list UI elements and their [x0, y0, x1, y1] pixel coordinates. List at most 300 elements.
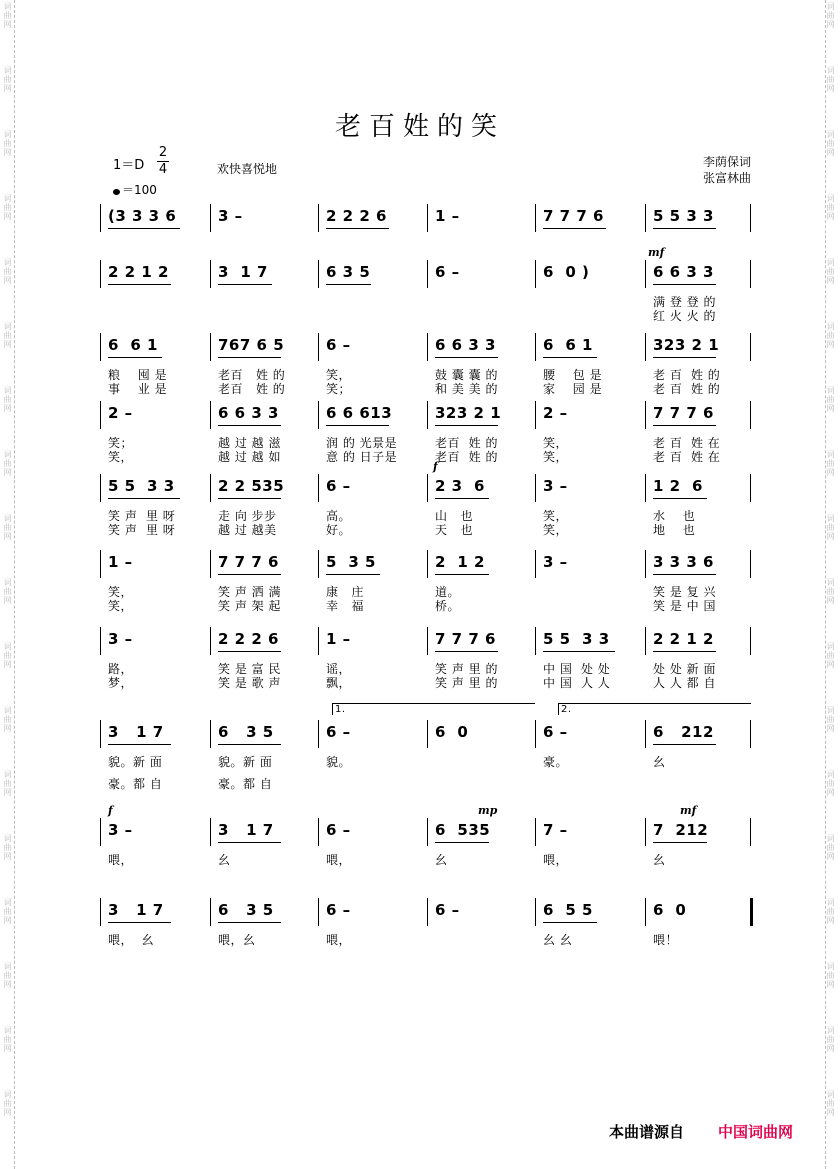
score-system: [100, 246, 750, 340]
barline: [318, 333, 319, 361]
barline: [318, 474, 319, 502]
lyricist-credit: 李荫保词: [703, 155, 752, 169]
notes-row: [100, 627, 750, 657]
barline: [427, 260, 428, 288]
measure-notes: 6 –: [435, 901, 460, 919]
measure-notes: 5 5 3 3: [543, 630, 610, 648]
lyric-text: 意 的 日子是: [326, 450, 398, 464]
lyric-text: 老百 姓 的: [435, 450, 498, 464]
barline: [100, 260, 101, 288]
lyric-text: 天 也: [435, 523, 473, 537]
measure-notes: 6 6 613: [326, 404, 393, 422]
beam-line: [653, 228, 716, 229]
beam-line: [326, 425, 389, 426]
watermark-text: 词曲网: [3, 514, 12, 541]
measure-notes: 2 2 2 6: [218, 630, 279, 648]
watermark-text: 词曲网: [3, 642, 12, 669]
watermark-text: 词曲网: [826, 770, 835, 797]
lyric-text: 越 过 越 滋: [218, 436, 281, 450]
barline: [210, 260, 211, 288]
barline: [750, 474, 751, 502]
lyric-text: 润 的 光景是: [326, 436, 398, 450]
barline: [427, 550, 428, 578]
dynamic-mark: mp: [478, 804, 498, 817]
watermark-text: 词曲网: [3, 1026, 12, 1053]
barline: [750, 333, 751, 361]
notes-row: [100, 818, 750, 848]
beam-line: [653, 425, 716, 426]
barline: [100, 401, 101, 429]
watermark-text: 词曲网: [826, 706, 835, 733]
lyric-text: 笑，: [543, 436, 569, 450]
beam-line: [218, 842, 281, 843]
barline: [318, 260, 319, 288]
measure-notes: 5 5 3 3: [653, 207, 714, 225]
lyric-text: 喂，幺: [218, 933, 256, 947]
barline: [100, 550, 101, 578]
lyric-text: 腰 包 是: [543, 368, 603, 382]
notes-row: [100, 720, 750, 750]
lyric-text: 笑 是 富 民: [218, 662, 281, 676]
lyric-text: 喂，: [543, 853, 569, 867]
barline: [210, 333, 211, 361]
barline: [645, 898, 646, 926]
measure-notes: 7 7 7 6: [435, 630, 496, 648]
barline: [100, 720, 101, 748]
tempo-mark: ＝100: [113, 181, 157, 198]
lyric-text: 幺: [218, 853, 231, 867]
quarter-note-icon: [113, 189, 120, 195]
watermark-text: 词曲网: [826, 834, 835, 861]
lyric-text: 笑 是 复 兴: [653, 585, 716, 599]
volta-bracket: 1.: [332, 703, 535, 715]
measure-notes: 7 212: [653, 821, 709, 839]
measure-notes: 6 3 5: [218, 723, 274, 741]
lyric-text: 人 人 都 自: [653, 676, 716, 690]
lyric-text: 桥。: [435, 599, 461, 613]
lyric-text: 幺: [653, 755, 666, 769]
measure-notes: 7 –: [543, 821, 568, 839]
lyric-text: 水 也: [653, 509, 696, 523]
lyric-text: 老百 姓 的: [435, 436, 498, 450]
lyric-text: 老百 姓 的: [218, 382, 286, 396]
beam-line: [435, 357, 498, 358]
measure-notes: 2 2 2 6: [326, 207, 387, 225]
beam-line: [326, 574, 380, 575]
beam-line: [653, 498, 707, 499]
lyric-text: 路，: [108, 662, 134, 676]
lyric-text: 貌。: [326, 755, 352, 769]
watermark-text: 词曲网: [3, 834, 12, 861]
lyric-text: 貌。新 面: [218, 755, 273, 769]
lyric-text: 喂，: [108, 853, 134, 867]
lyric-text: 好。: [326, 523, 352, 537]
notes-row: [100, 898, 750, 928]
measure-notes: 3 –: [108, 821, 133, 839]
beam-line: [326, 228, 389, 229]
barline: [318, 401, 319, 429]
measure-notes: 6 –: [326, 901, 351, 919]
barline: [318, 550, 319, 578]
lyric-text: 幸 福: [326, 599, 364, 613]
measure-notes: 3 1 7: [108, 723, 164, 741]
barline: [645, 474, 646, 502]
beam-line: [435, 574, 489, 575]
watermark-text: 词曲网: [826, 642, 835, 669]
lyric-text: 老 百 姓 的: [653, 382, 721, 396]
watermark-text: 词曲网: [826, 1026, 835, 1053]
measure-notes: 323 2 1: [435, 404, 502, 422]
barline: [318, 818, 319, 846]
beam-line: [435, 425, 498, 426]
watermark-text: 词曲网: [826, 450, 835, 477]
watermark-text: 词曲网: [826, 258, 835, 285]
measure-notes: 6 3 5: [218, 901, 274, 919]
watermark-text: 词曲网: [3, 386, 12, 413]
beam-line: [108, 922, 171, 923]
volta-bracket: 2.: [558, 703, 751, 715]
watermark-text: 词曲网: [826, 130, 835, 157]
beam-line: [108, 357, 162, 358]
measure-notes: 6 –: [543, 723, 568, 741]
measure-notes: 6 6 1: [108, 336, 158, 354]
beam-line: [653, 744, 716, 745]
notes-row: [100, 204, 750, 234]
beam-line: [435, 842, 489, 843]
watermark-text: 词曲网: [3, 578, 12, 605]
beam-line: [653, 574, 716, 575]
measure-notes: 1 –: [435, 207, 460, 225]
watermark-text: 词曲网: [826, 514, 835, 541]
measure-notes: 3 –: [543, 553, 568, 571]
lyric-text: 笑 是 中 国: [653, 599, 716, 613]
lyric-text: 笑，: [326, 368, 352, 382]
lyric-text: 老 百 姓 的: [653, 368, 721, 382]
key-signature: 1＝D: [113, 158, 145, 173]
barline: [535, 818, 536, 846]
barline: [535, 720, 536, 748]
barline: [427, 204, 428, 232]
dynamic-mark: f: [108, 804, 113, 817]
watermark-text: 词曲网: [826, 194, 835, 221]
beam-line: [218, 425, 281, 426]
lyric-text: 家 园 是: [543, 382, 603, 396]
watermark-text: 词曲网: [826, 2, 835, 29]
measure-notes: 7 7 7 6: [653, 404, 714, 422]
beam-line: [543, 922, 597, 923]
beam-line: [543, 651, 615, 652]
measure-notes: 2 –: [108, 404, 133, 422]
lyric-text: 红 火 火 的: [653, 309, 716, 323]
measure-notes: 3 –: [108, 630, 133, 648]
beam-line: [108, 744, 171, 745]
beam-line: [218, 744, 281, 745]
beam-line: [218, 498, 281, 499]
measure-notes: 1 –: [326, 630, 351, 648]
barline: [427, 333, 428, 361]
measure-notes: 6 0: [435, 723, 469, 741]
lyric-text: 笑 声 架 起: [218, 599, 281, 613]
measure-notes: 767 6 5: [218, 336, 285, 354]
measure-notes: (3 3 3 6: [108, 207, 177, 225]
beam-line: [543, 228, 606, 229]
barline: [750, 260, 751, 288]
measure-notes: 6 0 ): [543, 263, 590, 281]
barline: [100, 474, 101, 502]
measure-notes: 6 6 3 3: [435, 336, 496, 354]
barline: [427, 401, 428, 429]
beam-line: [218, 284, 272, 285]
lyric-text: 笑，: [543, 509, 569, 523]
beam-line: [653, 284, 716, 285]
watermark-text: 词曲网: [3, 898, 12, 925]
barline: [645, 818, 646, 846]
barline: [535, 260, 536, 288]
beam-line: [653, 357, 716, 358]
dynamic-mark: mf: [648, 246, 665, 259]
barline: [645, 720, 646, 748]
watermark-text: 词曲网: [3, 706, 12, 733]
barline: [750, 550, 751, 578]
beam-line: [108, 228, 180, 229]
barline: [210, 401, 211, 429]
barline: [210, 204, 211, 232]
score-system: [100, 804, 750, 898]
watermark-text: 词曲网: [826, 898, 835, 925]
barline: [535, 333, 536, 361]
lyric-text: 鼓 囊 囊 的: [435, 368, 498, 382]
lyric-text: 笑 声 里 的: [435, 676, 498, 690]
lyric-text: 飘，: [326, 676, 352, 690]
measure-notes: 2 2 535: [218, 477, 285, 495]
barline: [427, 720, 428, 748]
barline: [645, 550, 646, 578]
notes-row: [100, 550, 750, 580]
measure-notes: 6 3 5: [326, 263, 371, 281]
barline: [535, 627, 536, 655]
time-signature: [157, 145, 169, 178]
barline: [210, 627, 211, 655]
footer-site-link[interactable]: 中国词曲网: [718, 1123, 794, 1141]
lyric-text: 走 向 步步: [218, 509, 277, 523]
measure-notes: 6 –: [326, 477, 351, 495]
lyric-text: 笑，: [543, 450, 569, 464]
barline: [750, 401, 751, 429]
measure-notes: 6 –: [435, 263, 460, 281]
measure-notes: 3 3 3 6: [653, 553, 714, 571]
barline: [427, 474, 428, 502]
notes-row: [100, 333, 750, 363]
beam-line: [543, 357, 597, 358]
barline: [210, 898, 211, 926]
measure-notes: 3 –: [543, 477, 568, 495]
measure-notes: 2 1 2: [435, 553, 485, 571]
watermark-text: 词曲网: [3, 258, 12, 285]
footer-source-label: 本曲谱源自: [609, 1123, 685, 1141]
measure-notes: 6 212: [653, 723, 714, 741]
measure-notes: 6 –: [326, 336, 351, 354]
lyric-text: 康 庄: [326, 585, 364, 599]
lyric-text: 满 登 登 的: [653, 295, 716, 309]
lyric-text: 粮 囤 是: [108, 368, 168, 382]
watermark-text: 词曲网: [3, 2, 12, 29]
barline: [427, 818, 428, 846]
barline: [535, 401, 536, 429]
lyric-text: 谣，: [326, 662, 352, 676]
score-system: [100, 401, 750, 481]
barline: [318, 204, 319, 232]
lyric-text: 喂！: [653, 933, 679, 947]
lyric-text: 笑 声 里 呀: [108, 509, 176, 523]
lyric-text: 笑 声 洒 满: [218, 585, 281, 599]
measure-notes: 2 2 1 2: [653, 630, 714, 648]
lyric-text: 和 美 美 的: [435, 382, 498, 396]
measure-notes: 6 –: [326, 821, 351, 839]
barline: [427, 627, 428, 655]
barline: [535, 474, 536, 502]
lyric-text: 喂，: [326, 853, 352, 867]
beam-line: [326, 284, 371, 285]
measure-notes: 2 –: [543, 404, 568, 422]
score-system: [100, 550, 750, 630]
barline: [750, 720, 751, 748]
measure-notes: 5 3 5: [326, 553, 376, 571]
watermark-text: 词曲网: [3, 770, 12, 797]
watermark-text: 词曲网: [826, 1090, 835, 1117]
barline: [535, 898, 536, 926]
barline: [210, 720, 211, 748]
lyric-text: 中 国 人 人: [543, 676, 611, 690]
composer-credit: 张富林曲: [703, 171, 752, 185]
measure-notes: 6 6 3 3: [218, 404, 279, 422]
lyric-text: 越 过 越 如: [218, 450, 281, 464]
lyric-text: 笑，: [108, 585, 134, 599]
measure-notes: 2 3 6: [435, 477, 485, 495]
lyric-text: 豪。都 自: [108, 777, 163, 791]
dynamic-mark: f: [433, 460, 438, 473]
barline: [210, 550, 211, 578]
barline: [100, 333, 101, 361]
watermark-text: 词曲网: [826, 66, 835, 93]
beam-line: [653, 651, 716, 652]
measure-notes: 6 5 5: [543, 901, 593, 919]
barline: [750, 627, 751, 655]
barline: [535, 204, 536, 232]
lyric-text: 笑 声 里 的: [435, 662, 498, 676]
lyric-text: 豪。都 自: [218, 777, 273, 791]
barline: [645, 204, 646, 232]
watermark-text: 词曲网: [826, 322, 835, 349]
lyric-text: 喂， 幺: [108, 933, 155, 947]
measure-notes: 5 5 3 3: [108, 477, 175, 495]
measure-notes: 6 6 3 3: [653, 263, 714, 281]
measure-notes: 2 2 1 2: [108, 263, 169, 281]
measure-notes: 7 7 7 6: [218, 553, 279, 571]
barline: [100, 898, 101, 926]
watermark-text: 词曲网: [3, 194, 12, 221]
beam-line: [435, 498, 489, 499]
lyric-text: 高。: [326, 509, 352, 523]
notes-row: [100, 260, 750, 290]
barline: [427, 898, 428, 926]
barline: [645, 333, 646, 361]
barline: [535, 550, 536, 578]
beam-line: [218, 651, 281, 652]
score-system: [100, 898, 750, 978]
score-system: [100, 627, 750, 707]
beam-line: [435, 651, 498, 652]
beam-line: [108, 284, 171, 285]
measure-notes: 6 6 1: [543, 336, 593, 354]
barline: [645, 627, 646, 655]
notes-row: [100, 401, 750, 431]
measure-notes: 6 –: [326, 723, 351, 741]
barline: [100, 627, 101, 655]
barline: [750, 898, 753, 926]
measure-notes: 1 –: [108, 553, 133, 571]
lyric-text: 幺: [435, 853, 448, 867]
watermark-text: 词曲网: [3, 1090, 12, 1117]
lyric-text: 笑；: [326, 382, 352, 396]
measure-notes: 3 1 7: [108, 901, 164, 919]
barline: [318, 898, 319, 926]
lyric-text: 幺: [653, 853, 666, 867]
time-sig-den: 4: [158, 162, 168, 177]
time-sig-num: 2: [158, 145, 168, 160]
watermark-text: 词曲网: [826, 386, 835, 413]
beam-line: [218, 922, 281, 923]
barline: [100, 818, 101, 846]
dynamic-mark: mf: [680, 804, 697, 817]
beam-line: [218, 357, 281, 358]
measure-notes: 3 1 7: [218, 821, 274, 839]
watermark-text: 词曲网: [826, 578, 835, 605]
measure-notes: 7 7 7 6: [543, 207, 604, 225]
barline: [318, 720, 319, 748]
lyric-text: 笑，: [543, 523, 569, 537]
lyric-text: 豪。: [543, 755, 569, 769]
lyric-text: 貌。新 面: [108, 755, 163, 769]
lyric-text: 笑；: [108, 436, 134, 450]
lyric-text: 笑 是 歌 声: [218, 676, 281, 690]
song-title: 老百姓的笑: [334, 112, 505, 142]
barline: [750, 818, 751, 846]
measure-notes: 6 0: [653, 901, 687, 919]
lyric-text: 笑 声 里 呀: [108, 523, 176, 537]
barline: [210, 818, 211, 846]
watermark-text: 词曲网: [826, 962, 835, 989]
lyric-text: 老百 姓 的: [218, 368, 286, 382]
measure-notes: 1 2 6: [653, 477, 703, 495]
lyric-text: 地 也: [653, 523, 696, 537]
barline: [100, 204, 101, 232]
watermark-text: 词曲网: [3, 450, 12, 477]
lyric-text: 喂，: [326, 933, 352, 947]
lyric-text: 梦，: [108, 676, 134, 690]
lyric-text: 老 百 姓 在: [653, 436, 721, 450]
lyric-text: 越 过 越美: [218, 523, 277, 537]
watermark-text: 词曲网: [3, 322, 12, 349]
watermark-text: 词曲网: [3, 962, 12, 989]
score-system: [100, 460, 750, 554]
measure-notes: 6 535: [435, 821, 491, 839]
barline: [750, 204, 751, 232]
barline: [210, 474, 211, 502]
lyric-text: 笑，: [108, 599, 134, 613]
lyric-text: 道。: [435, 585, 461, 599]
score-system: [100, 704, 750, 800]
measure-notes: 3 –: [218, 207, 243, 225]
